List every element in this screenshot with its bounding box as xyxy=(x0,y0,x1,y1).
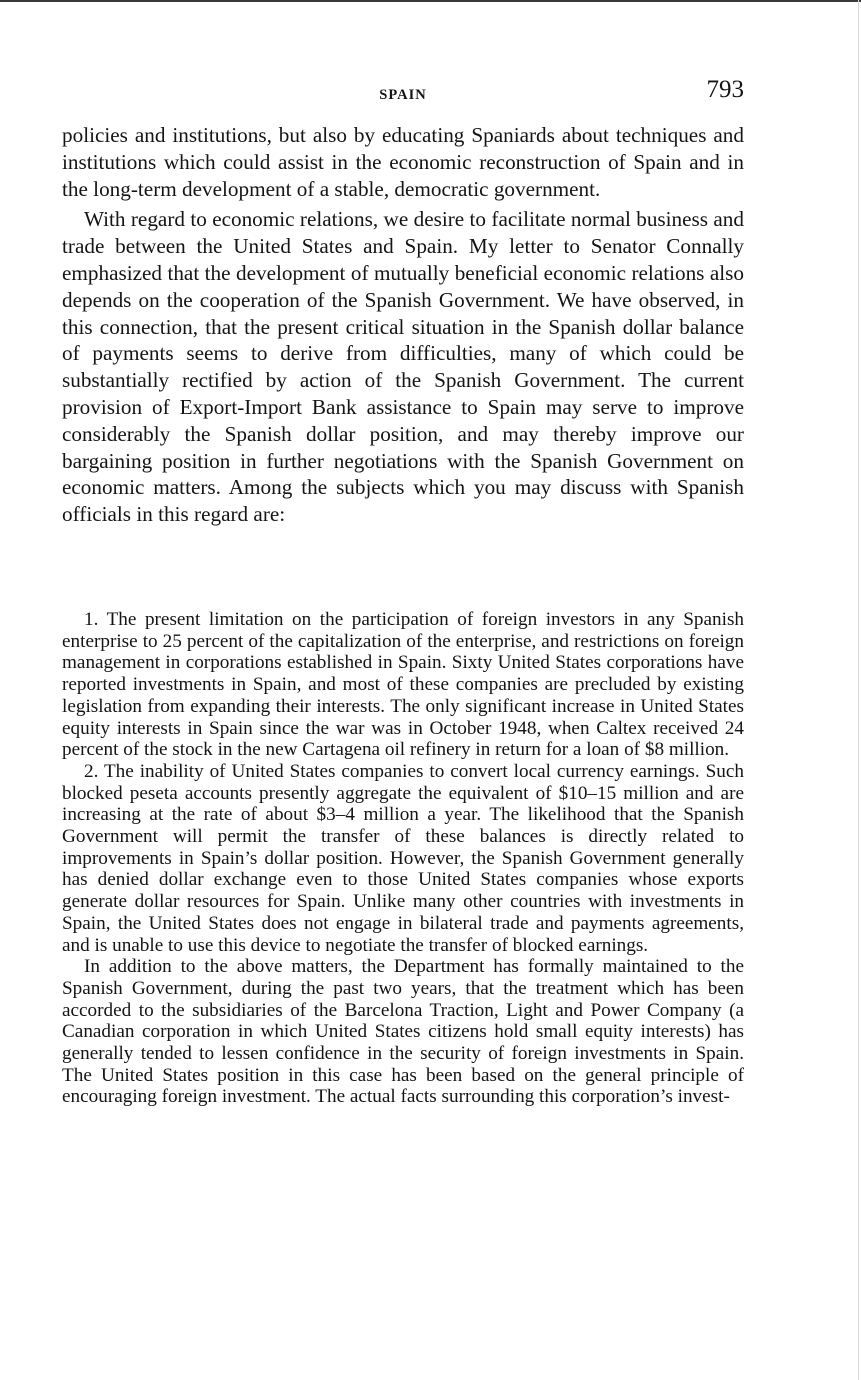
running-head: SPAIN xyxy=(379,87,427,103)
paragraph-continuation: policies and institutions, but also by educating Spaniards about techniques and institutions which could assist in the economic reconstruction of Spain and in the long-term development of a stable, democratic government. xyxy=(62,123,744,201)
main-text xyxy=(62,122,744,528)
paragraph-economic-relations: With regard to economic relations, we desire to facilitate normal business and trade between the United States and Spain. My letter to Senator Connally emphasized that the development of mutually beneficial economic relations also depends on the cooperation of the Spanish Government. We have observed, in this connection, that the present critical situation in the Spanish dollar balance of payments seems to derive from difficulties, many of which could be substantially rectified by action of the Spanish Government. The current provision of Export-Import Bank assistance to Spain may serve to improve considerably the Spanish dollar position, and may thereby improve our bargaining position in further negotiations with the Spanish Government on economic matters. Among the subjects which you may discuss with Spanish officials in this regard are: xyxy=(62,207,744,527)
page-header xyxy=(62,76,744,110)
list-item-2: 2. The inability of United States companies to convert local currency earnings. Such blocked peseta accounts presently aggregate the equivalent of $10–15 million and are increasing at the rate of about $3–4 million a year. The likelihood that the Spanish Government will permit the transfer of these balances is directly related to improvements in Spain’s dollar position. However, the Spanish Government generally has denied dollar exchange even to those United States companies whose exports generate dollar resources for Spain. Unlike many other countries with investments in Spain, the United States does not engage in bilateral trade and payments agreements, and is unable to use this device to negotiate the transfer of blocked earnings. xyxy=(62,760,744,956)
paragraph-barcelona-traction: In addition to the above matters, the Department has formally maintained to the Spanish Government, during the past two years, that the treatment which has been accorded to the subsidiaries of the Barcelona Traction, Light and Power Company (a Canadian corporation in which United States citizens hold small equity interests) has generally tended to lessen confidence in the security of foreign investments in Spain. The United States position in this case has been based on the general principle of encouraging foreign investment. The actual facts surrounding this corporation’s invest- xyxy=(62,956,744,1108)
top-border-line xyxy=(0,0,861,2)
list-item-1: 1. The present limitation on the participation of foreign investors in any Spanish enterprise to 25 percent of the capitalization of the enterprise, and restrictions on foreign management in corporations established in Spain. Sixty United States corporations have reported investments in Spain, and most of these companies are precluded by existing legislation from expanding their interests. The only significant increase in United States equity interests in Spain since the war was in October 1948, when Caltex received 24 percent of the stock in the new Cartagena oil refinery in return for a loan of $8 million. xyxy=(62,609,744,761)
page-edge xyxy=(858,0,859,1380)
numbered-list xyxy=(62,609,744,1108)
page-number: 793 xyxy=(706,76,744,103)
